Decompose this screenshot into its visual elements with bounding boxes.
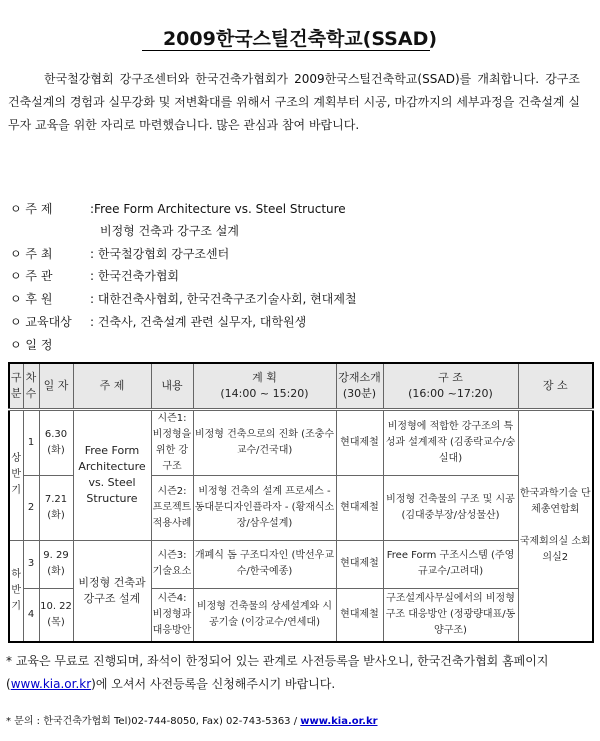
- info-label: ㅇ 주 관: [10, 269, 53, 283]
- row-structure: 구조설계사무실에서의 비정형구조 대응방안 (정광량대표/동양구조): [383, 588, 518, 642]
- header-material: [336, 363, 383, 409]
- row-no: 4: [23, 588, 39, 642]
- info-label: ㅇ 주 최: [10, 247, 53, 261]
- theme-ko: 비정형 건축과 강구조 설계: [73, 540, 151, 642]
- contact-line: [6, 710, 586, 733]
- header-date: 일 자: [39, 363, 73, 409]
- row-content: 시즌4: 비정형과 대응방안: [151, 588, 193, 642]
- info-value: : 건축사, 건축설계 관련 실무자, 대학원생: [90, 315, 307, 329]
- header-plan-time: (14:00 ~ 15:20): [220, 386, 309, 400]
- header-theme: 주 제: [73, 363, 151, 409]
- info-target: [10, 313, 306, 330]
- row-date: 10. 22 (목): [39, 588, 73, 642]
- row-material: 현대제철: [336, 588, 383, 642]
- row-structure: Free Form 구조시스템 (주영규교수/고려대): [383, 540, 518, 588]
- header-material-time: (30분): [342, 386, 377, 400]
- row-material: 현대제철: [336, 409, 383, 475]
- row-date: 6.30 (화): [39, 409, 73, 475]
- registration-note: [6, 650, 586, 696]
- place-room: 국제회의실 소회의실2: [519, 535, 591, 563]
- row-date: 9. 29 (화): [39, 540, 73, 588]
- row-material: 현대제철: [336, 540, 383, 588]
- info-theme: [10, 200, 346, 217]
- row-structure: 비정형에 적합한 강구조의 특성과 설계제작 (김종락교수/숭실대): [383, 409, 518, 475]
- intro-paragraph: 한국철강협회 강구조센터와 한국건축가협회가 2009한국스틸건축학교(SSAD)를 개최합니다. 강구조 건축설계의 경험과 실무강화 및 저변확대를 위해서 구조의 계획부터 시공, 마감까지의 세부과정을 건축설계 실무자 교육을 위한 자리로 마련했습니다. 많은 관심과 참여 바랍니다.: [8, 72, 580, 132]
- table-row: [9, 540, 593, 588]
- info-value: : 한국건축가협회: [90, 269, 180, 283]
- row-no: 3: [23, 540, 39, 588]
- half-label: 하반기: [9, 540, 23, 642]
- row-plan: 비정형 건축의 설계 프로세스 - 동대문디자인플라자 - (황재식소장/삼우설계): [193, 475, 336, 540]
- info-schedule: [10, 336, 90, 353]
- header-material-label: 강재소개: [338, 370, 381, 384]
- info-theme-ko: 비정형 건축과 강구조 설계: [100, 224, 239, 238]
- place-cell: [518, 409, 593, 642]
- info-host: [10, 245, 229, 262]
- header-place: 장 소: [518, 363, 593, 409]
- row-content: 시즌2: 프로젝트 적용사례: [151, 475, 193, 540]
- info-label: ㅇ 주 제: [10, 202, 53, 216]
- row-no: 1: [23, 409, 39, 475]
- contact-text: * 문의 : 한국건축가협회 Tel)02-744-8050, Fax) 02-743-5363 /: [6, 716, 301, 727]
- row-plan: 개폐식 돔 구조디자인 (박선우교수/한국예종): [193, 540, 336, 588]
- place-name: 한국과학기술 단체총연합회: [519, 487, 591, 515]
- info-label: ㅇ 후 원: [10, 292, 53, 306]
- header-plan-label: 계 획: [252, 370, 277, 384]
- info-value: : 한국철강협회 강구조센터: [90, 247, 230, 261]
- info-organizer: [10, 267, 179, 284]
- note-text: * 교육은 무료로 진행되며, 좌석이 한정되어 있는 관계로 사전등록을 받사오니, 한국건축가협회 홈페이지(: [6, 654, 549, 691]
- table-row: [9, 409, 593, 475]
- row-structure: 비정형 건축물의 구조 및 시공 (김대중부장/삼성물산): [383, 475, 518, 540]
- schedule-table: [8, 362, 594, 643]
- header-structure-time: (16:00 ~17:20): [408, 386, 493, 400]
- page-title: 2009한국스틸건축학교(SSAD): [162, 28, 438, 50]
- note-text-end: )에 오셔서 사전등록을 신청해주시기 바랍니다.: [91, 677, 336, 691]
- kia-link[interactable]: www.kia.or.kr: [10, 677, 92, 691]
- header-structure: [383, 363, 518, 409]
- info-value: :Free Form Architecture vs. Steel Structure: [90, 202, 346, 216]
- title-underline: [142, 50, 430, 51]
- info-label: ㅇ 교육대상: [10, 315, 72, 329]
- header-content: 내용: [151, 363, 193, 409]
- info-label: ㅇ 일 정: [10, 338, 53, 352]
- row-content: 시즌3: 기술요소: [151, 540, 193, 588]
- info-value: : 대한건축사협회, 한국건축구조기술사회, 현대제철: [90, 292, 357, 306]
- row-no: 2: [23, 475, 39, 540]
- row-material: 현대제철: [336, 475, 383, 540]
- header-chasu: 차수: [23, 363, 39, 409]
- row-date: 7.21 (화): [39, 475, 73, 540]
- header-gubun: 구분: [9, 363, 23, 409]
- header-plan: [193, 363, 336, 409]
- half-label: 상반기: [9, 409, 23, 540]
- theme-en: Free Form Architecture vs. Steel Structure: [73, 409, 151, 540]
- info-sponsor: [10, 290, 357, 307]
- row-plan: 비정형 건축으로의 진화 (조충수교수/건국대): [193, 409, 336, 475]
- contact-link[interactable]: www.kia.or.kr: [300, 716, 378, 727]
- row-content: 시즌1: 비정형을 위한 강구조: [151, 409, 193, 475]
- header-structure-label: 구 조: [438, 370, 463, 384]
- row-plan: 비정형 건축물의 상세설계와 시공기술 (이강교수/연세대): [193, 588, 336, 642]
